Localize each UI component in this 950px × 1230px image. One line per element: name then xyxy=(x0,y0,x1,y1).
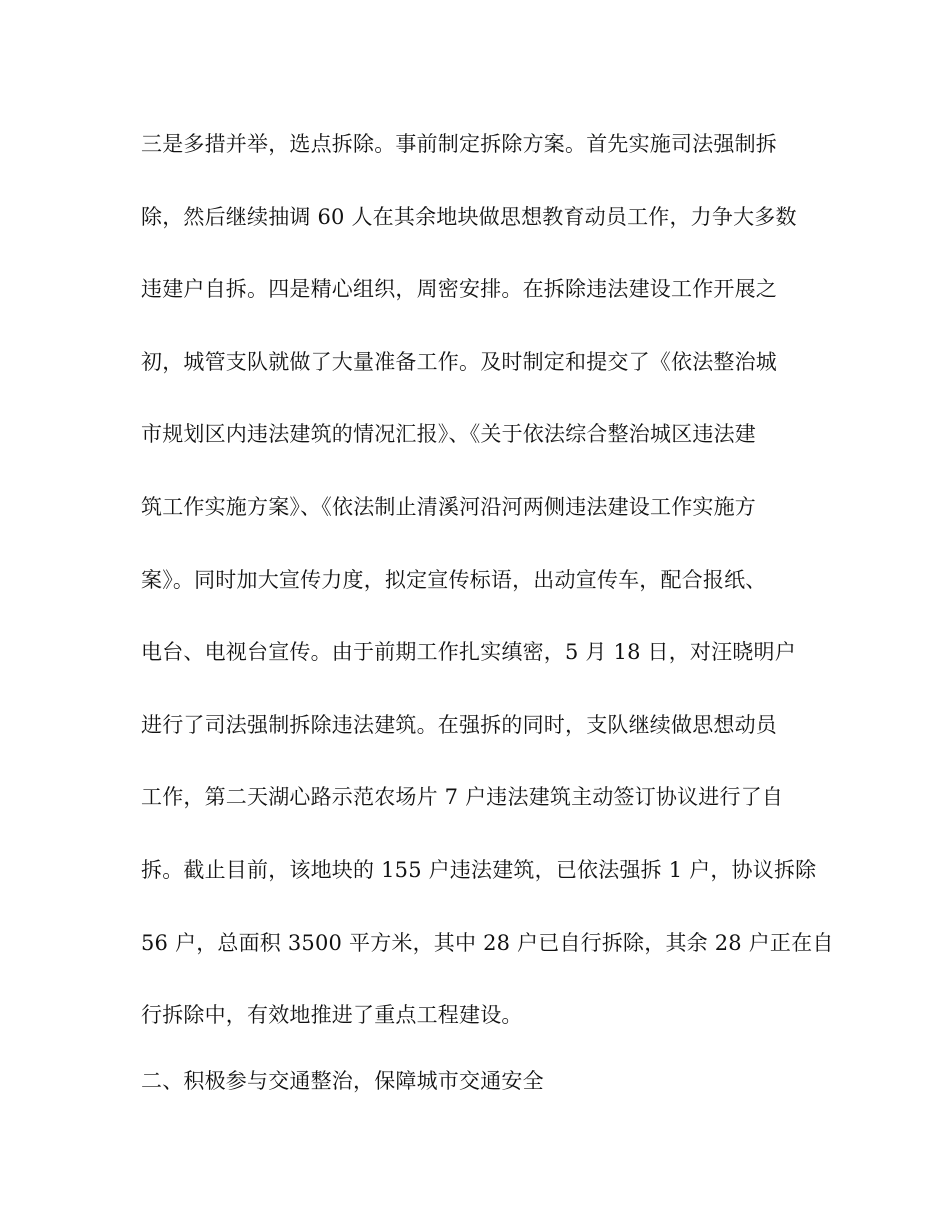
paragraph-line: 行拆除中，有效地推进了重点工程建设。 xyxy=(141,1003,523,1028)
paragraph-line: 进行了司法强制拆除违法建筑。在强拆的同时，支队继续做思想动员 xyxy=(141,712,777,737)
paragraph-line: 案》。同时加大宣传力度，拟定宣传标语，出动宣传车，配合报纸、 xyxy=(141,567,767,592)
paragraph-line: 工作，第二天湖心路示范农场片 7 户违法建筑主动签订协议进行了自 xyxy=(141,785,784,810)
paragraph-line: 筑工作实施方案》、《依法制止清溪河沿河两侧违法建设工作实施方 xyxy=(141,494,756,519)
paragraph-line: 违建户自拆。四是精心组织，周密安排。在拆除违法建设工作开展之 xyxy=(141,277,777,302)
section-heading: 二、积极参与交通整治，保障城市交通安全 xyxy=(141,1069,544,1093)
paragraph-line: 电台、电视台宣传。由于前期工作扎实缜密，5 月 18 日，对汪晓明户 xyxy=(141,640,796,665)
body-paragraph xyxy=(141,126,834,1070)
paragraph-line: 初，城管支队就做了大量准备工作。及时制定和提交了《依法整治城 xyxy=(141,349,777,374)
paragraph-line: 除，然后继续抽调 60 人在其余地块做思想教育动员工作，力争大多数 xyxy=(141,204,797,229)
paragraph-line: 拆。截止目前，该地块的 155 户违法建筑，已依法强拆 1 户，协议拆除 xyxy=(141,857,817,882)
paragraph-line: 市规划区内违法建筑的情况汇报》、《关于依法综合整治城区违法建 xyxy=(141,422,756,447)
paragraph-line: 56 户，总面积 3500 平方米，其中 28 户已自行拆除，其余 28 户正在自 xyxy=(141,930,834,955)
paragraph-line: 三是多措并举，选点拆除。事前制定拆除方案。首先实施司法强制拆 xyxy=(141,132,777,156)
